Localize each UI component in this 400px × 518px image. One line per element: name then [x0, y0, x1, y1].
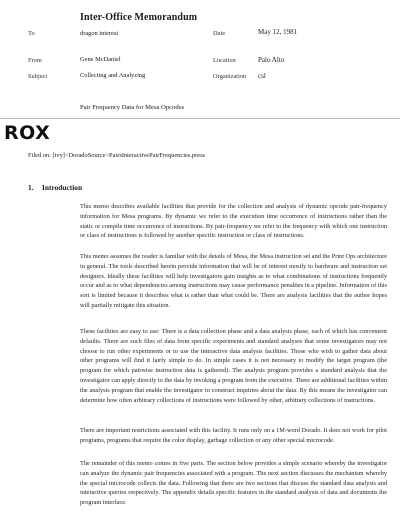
company-logo: ROX — [4, 122, 51, 144]
date-label: Date — [213, 30, 226, 37]
organization-label: Organization — [213, 73, 247, 80]
filed-on-path: Filed on: [ivy]<DoradoSource>PairsInteractivePairFrequencies.press — [28, 152, 206, 159]
paragraph-1: This memo describes available facilities that provide for the collection and analysis of dynamic opcode pair-frequency information for Mesa programs. By dynamic we refer to the execution time occurrence of instructions rather than the static or compile time occurrence of instructions. By pair-frequency we refer to the frequency with which one instruction or class of instructions is followed by another specific instruction or class of instructions. — [80, 203, 387, 240]
paragraph-2: This memo assumes the reader is familiar with the details of Mesa, the Mesa instruction set and the Print Ops architecture in general. The tools described herein provide information that will be of interest mostly to hardware and instruction set designers. Ideally these facilities will help investigators gain insights as to what combinations of instructions frequently occur and as to what dependencies among instructions may cause performance penalties in a pipeline. Information of this sort is limited because it describes what is rather than what could be. There are analysis facilities that the author hopes will partially mitigate this situation. — [80, 253, 387, 309]
header-divider — [0, 118, 400, 119]
paragraph-4: There are important restrictions associated with this facility. It runs only on a 1M-word Dorado. It does not work for pilot programs, programs that require the color display, garbage collection or any other special microcode. — [80, 427, 387, 444]
to-label: To — [28, 30, 35, 37]
location-label: Location — [213, 57, 236, 64]
section-heading — [28, 183, 82, 192]
organization-value: csl — [258, 72, 266, 80]
subject-value: Collecting and Analyzing — [80, 72, 146, 79]
memo-title: Inter-Office Memorandum — [80, 12, 198, 23]
paragraph-3: These facilities are easy to use: There is a data collection phase and a data analysis phase, each of which has convenient defaults. There are such files of data from specific experiments and standard analyses that some investigators may not choose to run other experiments or to use the interactive data analysis facilities. Those who wish to gather data about other programs will find it fairly simple to do. In simple cases it is not necessary to modify the target program (the program for which pairwise instruction data is gathered). The analysis program provides a standard analysis that the investigator can apply directly to the data by invoking a program from the executive. There are additional facilities within the analysis program that enable the investigator to construct inquiries about the data. By this means the investigator can determine how often arbitrary collections of instructions were followed by other, arbitrary collections of instructions. — [80, 328, 387, 404]
from-label: From — [28, 57, 42, 64]
section-title: Introduction — [42, 183, 83, 192]
from-value: Gene McDaniel — [80, 56, 121, 63]
date-value: May 12, 1981 — [258, 28, 298, 36]
section-number: 1. — [28, 183, 34, 192]
paragraph-5: The remainder of this memo comes in five parts. The section below provides a simple scenario whereby the investigator can analyze the dynamic pair frequencies associated with a program. The next section discusses the mechanism whereby the special microcode collects the data. Following that there are two sections that discuss the standard data analysis and interactive queries respectively. The appendix details specific features in the standard analysis of data and documents the program interface. — [80, 460, 387, 507]
subject-continuation: Pair Frequency Data for Mesa Opcodes — [80, 104, 185, 111]
subject-label: Subject — [28, 73, 48, 80]
location-value: Palo Alto — [258, 56, 285, 64]
to-value: dragon interest — [80, 30, 119, 37]
